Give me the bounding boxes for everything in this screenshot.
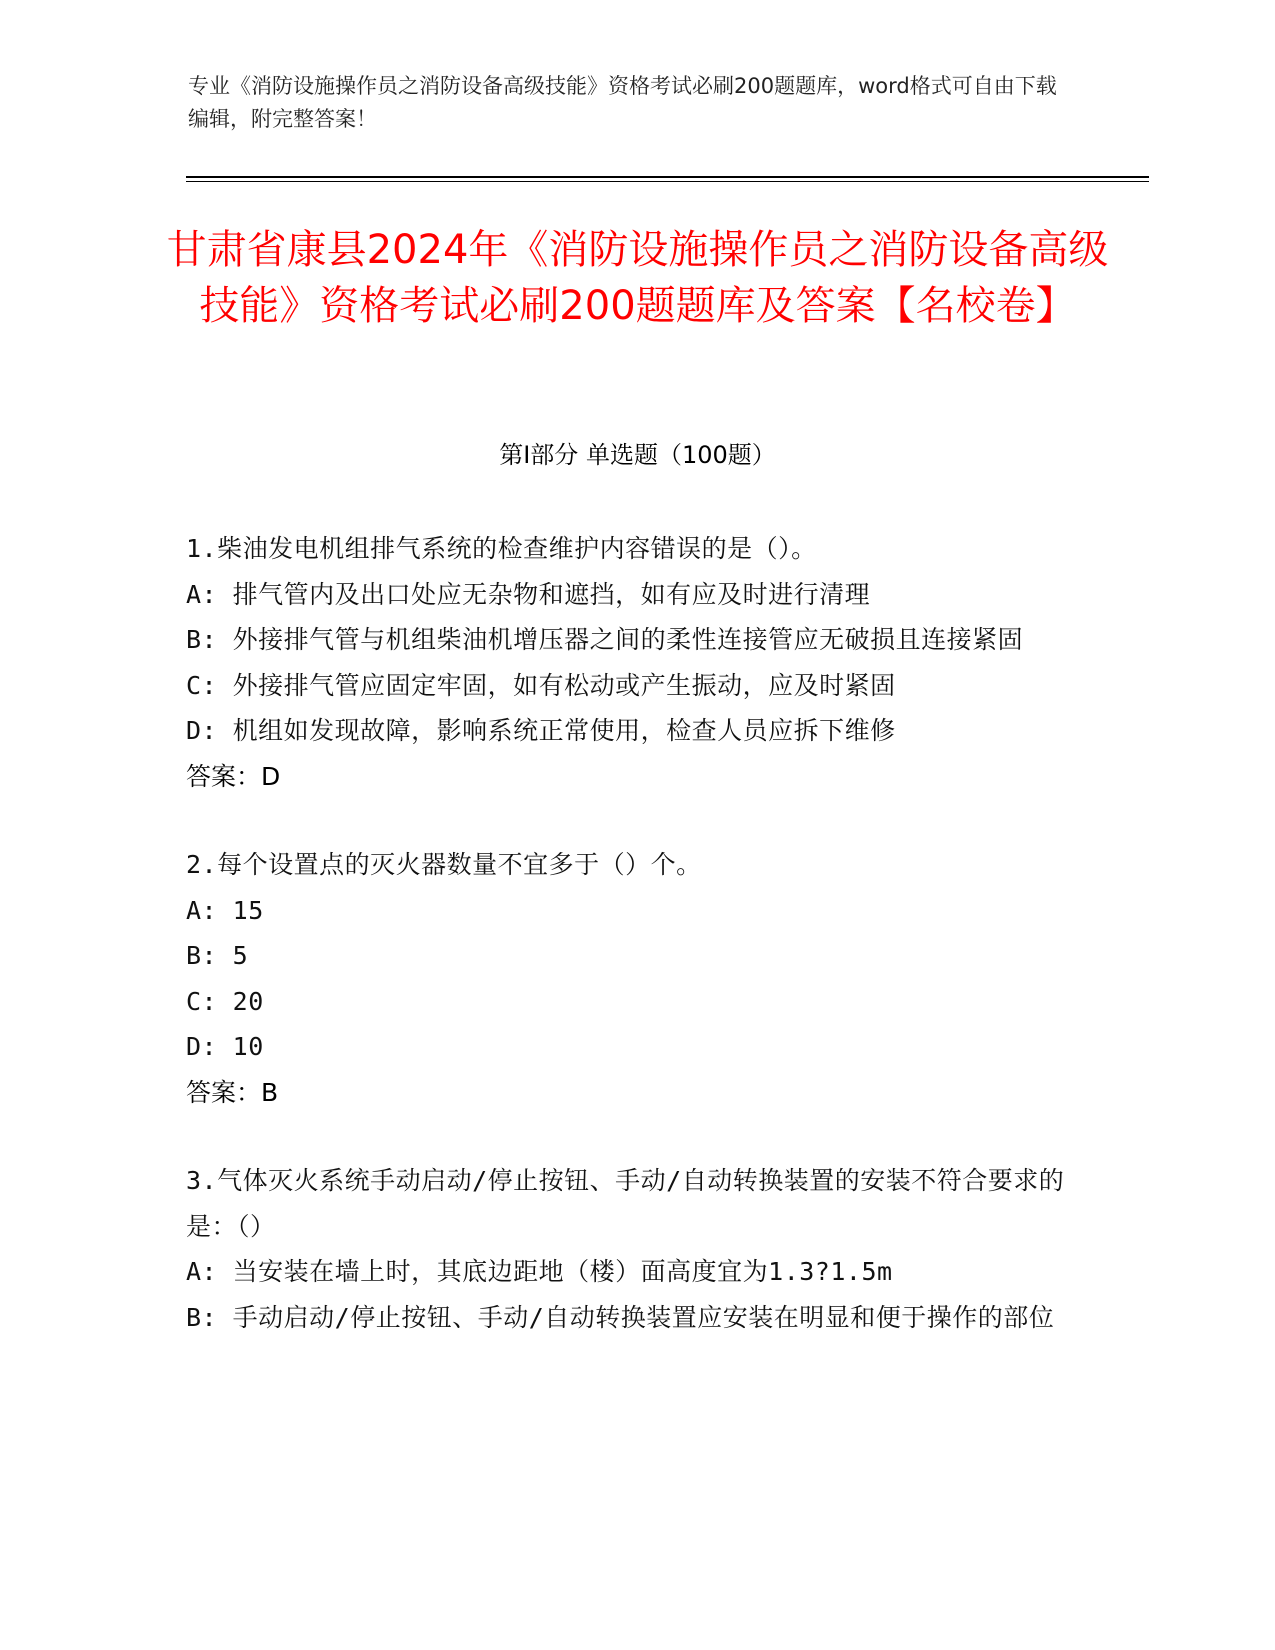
question-1	[186, 526, 1086, 799]
question-3	[186, 1158, 1086, 1340]
option-c: C: 外接排气管应固定牢固，如有松动或产生振动，应及时紧固	[186, 670, 896, 700]
question-stem: 3.气体灭火系统手动启动/停止按钮、手动/自动转换装置的安装不符合要求的是：（）	[186, 1166, 1065, 1241]
option-d: D: 10	[186, 1032, 264, 1061]
option-a: A: 15	[186, 895, 264, 925]
option-b: B: 5	[186, 941, 249, 970]
option-b: B: 外接排气管与机组柴油机增压器之间的柔性连接管应无破损且连接紧固	[186, 625, 1024, 654]
question-stem: 2.每个设置点的灭火器数量不宜多于（）个。	[186, 850, 702, 879]
answer-line: 答案：B	[186, 1077, 279, 1107]
option-a: A: 当安装在墙上时，其底边距地（楼）面高度宜为1.3?1.5m	[186, 1257, 893, 1286]
document-title: 甘肃省康县2024年《消防设施操作员之消防设备高级技能》资格考试必刷200题题库及答案【名校卷】	[166, 227, 1109, 329]
question-2	[186, 842, 1086, 1115]
header-rule-thin	[186, 181, 1149, 182]
question-list	[186, 526, 1086, 1383]
answer-line: 答案：D	[186, 761, 281, 791]
option-d: D: 机组如发现故障，影响系统正常使用，检查人员应拆下维修	[186, 716, 896, 745]
option-c: C: 20	[186, 986, 264, 1016]
question-stem: 1.柴油发电机组排气系统的检查维护内容错误的是（）。	[186, 534, 817, 563]
header-rule-thick	[186, 176, 1149, 178]
header-note: 专业《消防设施操作员之消防设备高级技能》资格考试必刷200题题库，word格式可自由下载编辑，附完整答案！	[188, 74, 1057, 131]
option-b: B: 手动启动/停止按钮、手动/自动转换装置应安装在明显和便于操作的部位	[186, 1302, 1055, 1332]
option-a: A: 排气管内及出口处应无杂物和遮挡，如有应及时进行清理	[186, 579, 871, 609]
section-title: 第Ⅰ部分 单选题（100题）	[499, 441, 776, 469]
